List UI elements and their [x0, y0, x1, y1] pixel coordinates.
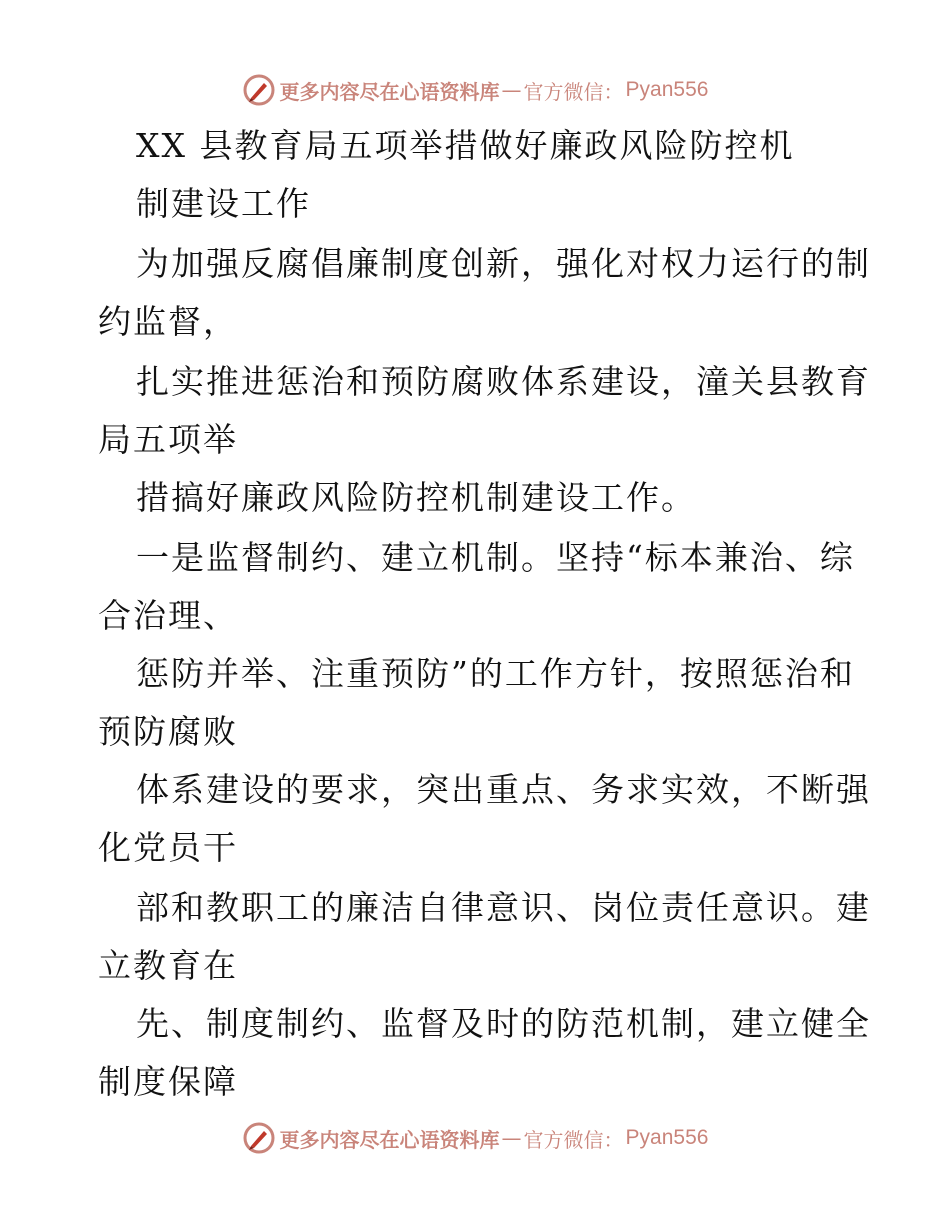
- doc-title-line-1: XX 县教育局五项举措做好廉政风险防控机: [136, 126, 795, 165]
- paragraph-line: 预防腐败: [98, 712, 238, 751]
- paragraph-line: 先、制度制约、监督及时的防范机制，建立健全: [136, 1004, 871, 1043]
- doc-title-line-2: 制建设工作: [136, 184, 311, 223]
- banner-wechat-id: Pyan556: [625, 1126, 709, 1149]
- paragraph-line: 惩防并举、注重预防”的工作方针，按照惩治和: [136, 654, 855, 693]
- paragraph-line: 部和教职工的廉洁自律意识、岗位责任意识。建: [136, 888, 871, 927]
- banner-wechat-label: 官方微信：: [523, 1127, 624, 1152]
- paragraph-line: 扎实推进惩治和预防腐败体系建设，潼关县教育: [136, 362, 871, 401]
- footer-banner: [0, 1118, 950, 1158]
- paragraph-line: 制度保障: [98, 1062, 238, 1101]
- banner-separator: —: [501, 78, 522, 102]
- header-banner: [0, 70, 950, 110]
- banner-text: 更多内容尽在心语资料库: [279, 79, 500, 104]
- paragraph-line: 立教育在: [98, 946, 238, 985]
- paragraph-line: 体系建设的要求，突出重点、务求实效，不断强: [136, 770, 871, 809]
- paragraph-line: 为加强反腐倡廉制度创新，强化对权力运行的制: [136, 244, 871, 283]
- paragraph-line: 局五项举: [98, 420, 238, 459]
- pen-logo-icon: [242, 1121, 276, 1155]
- paragraph-line: 约监督，: [98, 302, 238, 341]
- paragraph-line: 化党员干: [98, 828, 238, 867]
- paragraph-line: 措搞好廉政风险防控机制建设工作。: [136, 478, 696, 517]
- paragraph-line: 一是监督制约、建立机制。坚持“标本兼治、综: [136, 538, 855, 577]
- banner-separator: —: [501, 1126, 522, 1150]
- paragraph-line: 合治理、: [98, 596, 238, 635]
- banner-wechat-id: Pyan556: [625, 78, 709, 101]
- pen-logo-icon: [242, 73, 276, 107]
- banner-wechat-label: 官方微信：: [523, 79, 624, 104]
- banner-text: 更多内容尽在心语资料库: [279, 1127, 500, 1152]
